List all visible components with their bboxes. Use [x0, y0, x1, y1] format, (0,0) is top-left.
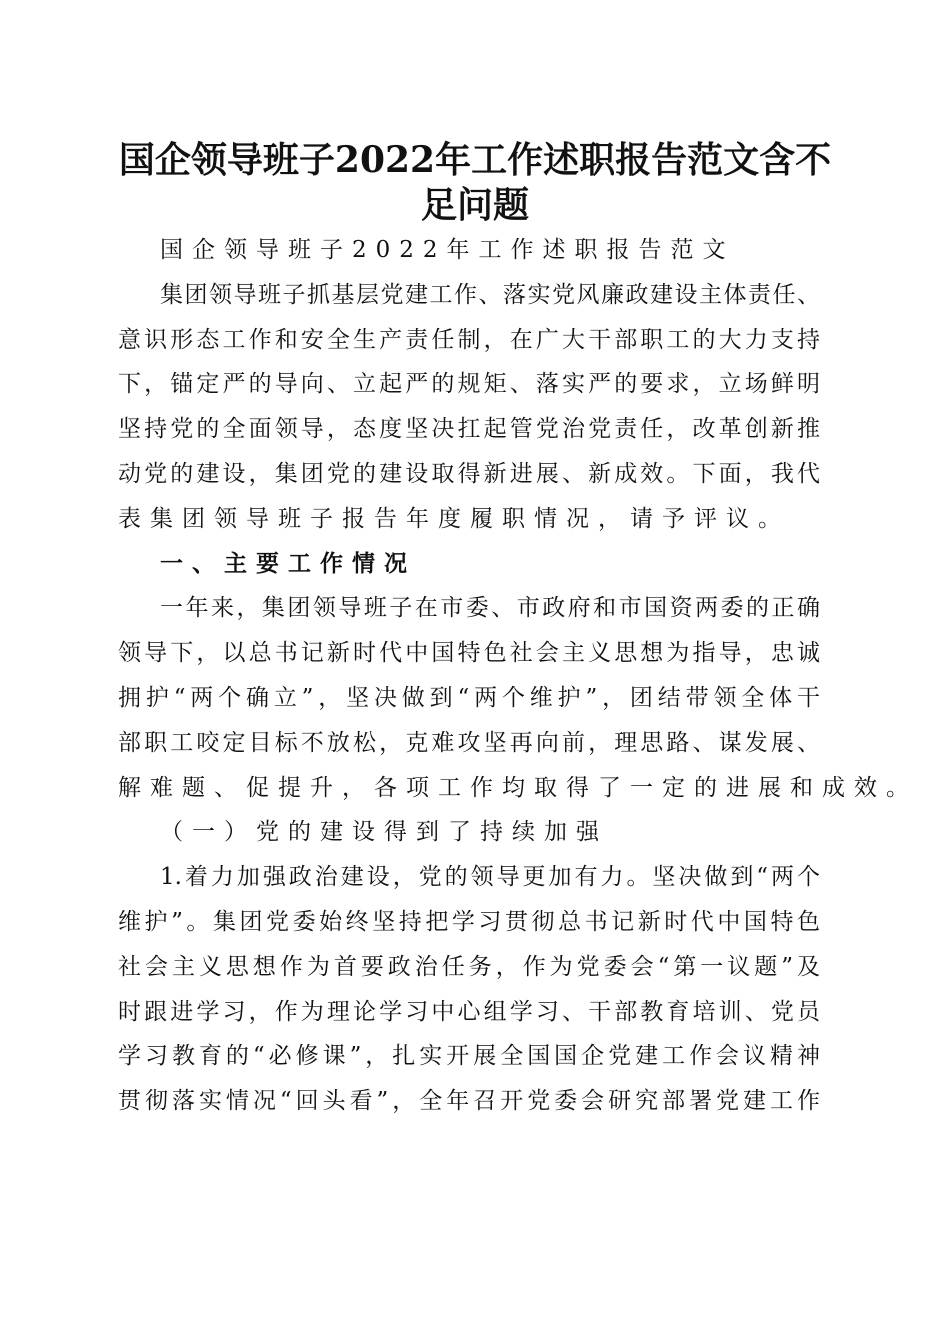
text-line: 国企领导班子2022年工作述职报告范文 — [160, 237, 735, 263]
text-line: 社会主义思想作为首要政治任务，作为党委会“第一议题”及 — [118, 953, 820, 980]
text-line: 1.着力加强政治建设，党的领导更加有力。坚决做到“两个 — [160, 864, 820, 891]
text-line: 时跟进学习，作为理论学习中心组学习、干部教育培训、党员 — [118, 998, 820, 1025]
text-line: 意识形态工作和安全生产责任制，在广大干部职工的大力支持 — [118, 326, 820, 353]
title-line-1: 国企领导班子2022年工作述职报告范文含不 — [118, 139, 832, 181]
text-line: （一）党的建设得到了持续加强 — [160, 819, 608, 846]
text-line: 领导下，以总书记新时代中国特色社会主义思想为指导，忠诚 — [118, 640, 820, 667]
text-line: 动党的建设，集团党的建设取得新进展、新成效。下面，我代 — [118, 461, 820, 487]
text-line: 解难题、促提升，各项工作均取得了一定的进展和成效。 — [118, 774, 918, 801]
text-line: 贯彻落实情况“回头看”，全年召开党委会研究部署党建工作 — [118, 1088, 820, 1115]
text-line: 学习教育的“必修课”，扎实开展全国国企党建工作会议精神 — [118, 1043, 820, 1070]
text-line: 下，锚定严的导向、立起严的规矩、落实严的要求，立场鲜明 — [118, 371, 820, 398]
text-line: 拥护“两个确立”，坚决做到“两个维护”，团结带领全体干 — [118, 685, 820, 711]
text-line: 部职工咬定目标不放松，克难攻坚再向前，理思路、谋发展、 — [118, 729, 820, 756]
title-line-2: 足问题 — [420, 184, 529, 226]
text-line: 集团领导班子抓基层党建工作、落实党风廉政建设主体责任、 — [160, 281, 820, 308]
text-line: 一年来，集团领导班子在市委、市政府和市国资两委的正确 — [160, 595, 820, 622]
text-line: 坚持党的全面领导，态度坚决扛起管党治党责任，改革创新推 — [118, 416, 820, 443]
text-line: 表集团领导班子报告年度履职情况，请予评议。 — [118, 505, 790, 532]
section-heading: 一、主要工作情况 — [160, 549, 416, 577]
text-line: 维护”。集团党委始终坚持把学习贯彻总书记新时代中国特色 — [118, 909, 820, 935]
